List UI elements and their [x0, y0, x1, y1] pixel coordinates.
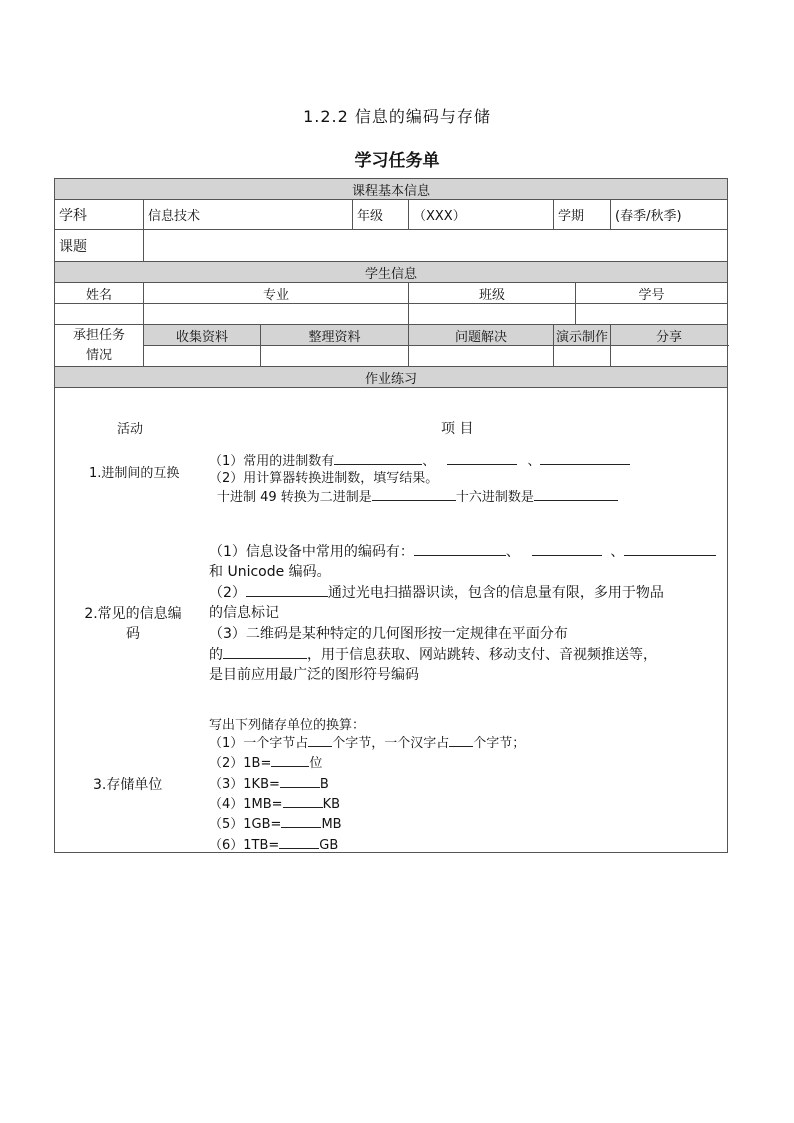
task-organize-cell[interactable]	[261, 346, 409, 367]
major-cell[interactable]	[144, 304, 409, 325]
student-id-column-header: 学号	[576, 283, 728, 304]
term-value[interactable]: (春季/秋季)	[611, 200, 728, 230]
activity-3-line5: （5）1GB= MB	[209, 817, 342, 832]
activity-2-line3-tail: 是目前应用最广泛的图形符号编码	[209, 667, 419, 683]
barcode-blank[interactable]	[246, 584, 328, 597]
task-solve: 问题解决	[409, 325, 554, 346]
student-info-band	[55, 262, 728, 283]
name-cell[interactable]	[55, 304, 144, 325]
b-bits-blank[interactable]	[271, 754, 309, 767]
activity-column-header: 活动	[117, 422, 144, 437]
task-sheet-table	[54, 178, 728, 853]
hex-answer-blank[interactable]	[534, 488, 618, 501]
activity-3-line4: （4）1MB= KB	[209, 797, 341, 812]
project-column-header: 项 目	[441, 421, 474, 437]
radix-blank-1[interactable]	[334, 452, 422, 465]
task-share: 分享	[611, 325, 728, 346]
activity-2-line3: （3）二维码是某种特定的几何图形按一定规律在平面分布	[209, 626, 568, 642]
encoding-blank-3[interactable]	[624, 543, 716, 556]
activity-2-line1: （1）信息设备中常用的编码有： 、 、	[209, 542, 716, 562]
student-info-header-row	[55, 283, 728, 304]
task-organize: 整理资料	[261, 325, 409, 346]
activity-3-line6: （6）1TB= GB	[209, 838, 339, 853]
course-info-heading: 课程基本信息	[55, 179, 728, 200]
task-situation-label	[55, 325, 144, 367]
page-title: 1.2.2 信息的编码与存储	[303, 107, 491, 126]
mb-blank[interactable]	[283, 795, 323, 808]
student-id-cell[interactable]	[576, 304, 728, 325]
course-info-row	[55, 200, 728, 230]
activity-1-line1: （1）常用的进制数有 、 、	[209, 450, 630, 469]
student-info-input-row	[55, 304, 728, 325]
subject-value[interactable]: 信息技术	[144, 200, 353, 230]
activity-2-name: 2.常见的信息编 码	[84, 606, 182, 642]
activity-1-line3: 十进制 49 转换为二进制是 十六进制数是	[217, 486, 618, 505]
char-bytes-blank[interactable]	[449, 734, 473, 747]
activity-2-line2: （2） 通过光电扫描器识读，包含的信息量有限，多用于物品	[209, 585, 664, 601]
task-label-line2: 情况	[85, 347, 112, 363]
qrcode-blank[interactable]	[223, 646, 307, 659]
kb-blank[interactable]	[280, 775, 320, 788]
activity-2-line2-tail: 的信息标记	[209, 605, 279, 621]
subject-label: 学科	[55, 200, 144, 230]
grade-value[interactable]: （XXX）	[409, 200, 554, 230]
activity-3-line3: （3）1KB= B	[209, 777, 329, 792]
task-header-row	[55, 325, 728, 346]
term-label: 学期	[554, 200, 611, 230]
task-share-cell[interactable]	[611, 346, 728, 367]
task-solve-cell[interactable]	[409, 346, 554, 367]
binary-answer-blank[interactable]	[372, 488, 456, 501]
encoding-blank-2[interactable]	[532, 543, 602, 556]
document-title: 学习任务单	[354, 151, 440, 171]
homework-content	[55, 388, 728, 853]
activity-2-line1-tail: 和 Unicode 编码。	[209, 564, 331, 580]
homework-band	[55, 367, 728, 388]
homework-heading: 作业练习	[55, 367, 728, 388]
major-column-header: 专业	[144, 283, 409, 304]
name-column-header: 姓名	[55, 283, 144, 304]
gb-blank[interactable]	[281, 815, 321, 828]
radix-blank-3[interactable]	[540, 452, 630, 465]
student-info-heading: 学生信息	[55, 262, 728, 283]
task-input-row	[55, 346, 728, 367]
topic-row	[55, 230, 728, 262]
activity-1-name: 1.进制间的互换	[89, 466, 180, 481]
activity-3-line1: （1）一个字节占 个字节，一个汉字占 个字节；	[209, 736, 526, 751]
task-label-line1: 承担任务	[72, 327, 125, 343]
activity-1-line2: （2）用计算器转换进制数，填写结果。	[209, 471, 439, 486]
activity-3-intro: 写出下列储存单位的换算：	[209, 718, 366, 733]
task-collect: 收集资料	[144, 325, 261, 346]
activity-3-name: 3.存储单位	[93, 777, 163, 793]
task-collect-cell[interactable]	[144, 346, 261, 367]
activity-3-line2: （2）1B= 位	[209, 756, 323, 771]
encoding-blank-1[interactable]	[414, 543, 506, 556]
tb-blank[interactable]	[279, 836, 319, 849]
byte-bits-blank[interactable]	[308, 734, 332, 747]
class-column-header: 班级	[409, 283, 576, 304]
homework-content-row	[55, 388, 728, 853]
topic-label: 课题	[55, 230, 144, 262]
course-info-band	[55, 179, 728, 200]
class-cell[interactable]	[409, 304, 576, 325]
radix-blank-2[interactable]	[447, 452, 517, 465]
grade-label: 年级	[353, 200, 409, 230]
activity-2-line3b: 的 ，用于信息获取、网站跳转、移动支付、音视频推送等，	[209, 647, 657, 663]
topic-value[interactable]	[144, 230, 728, 262]
task-present: 演示制作	[554, 325, 611, 346]
task-present-cell[interactable]	[554, 346, 611, 367]
